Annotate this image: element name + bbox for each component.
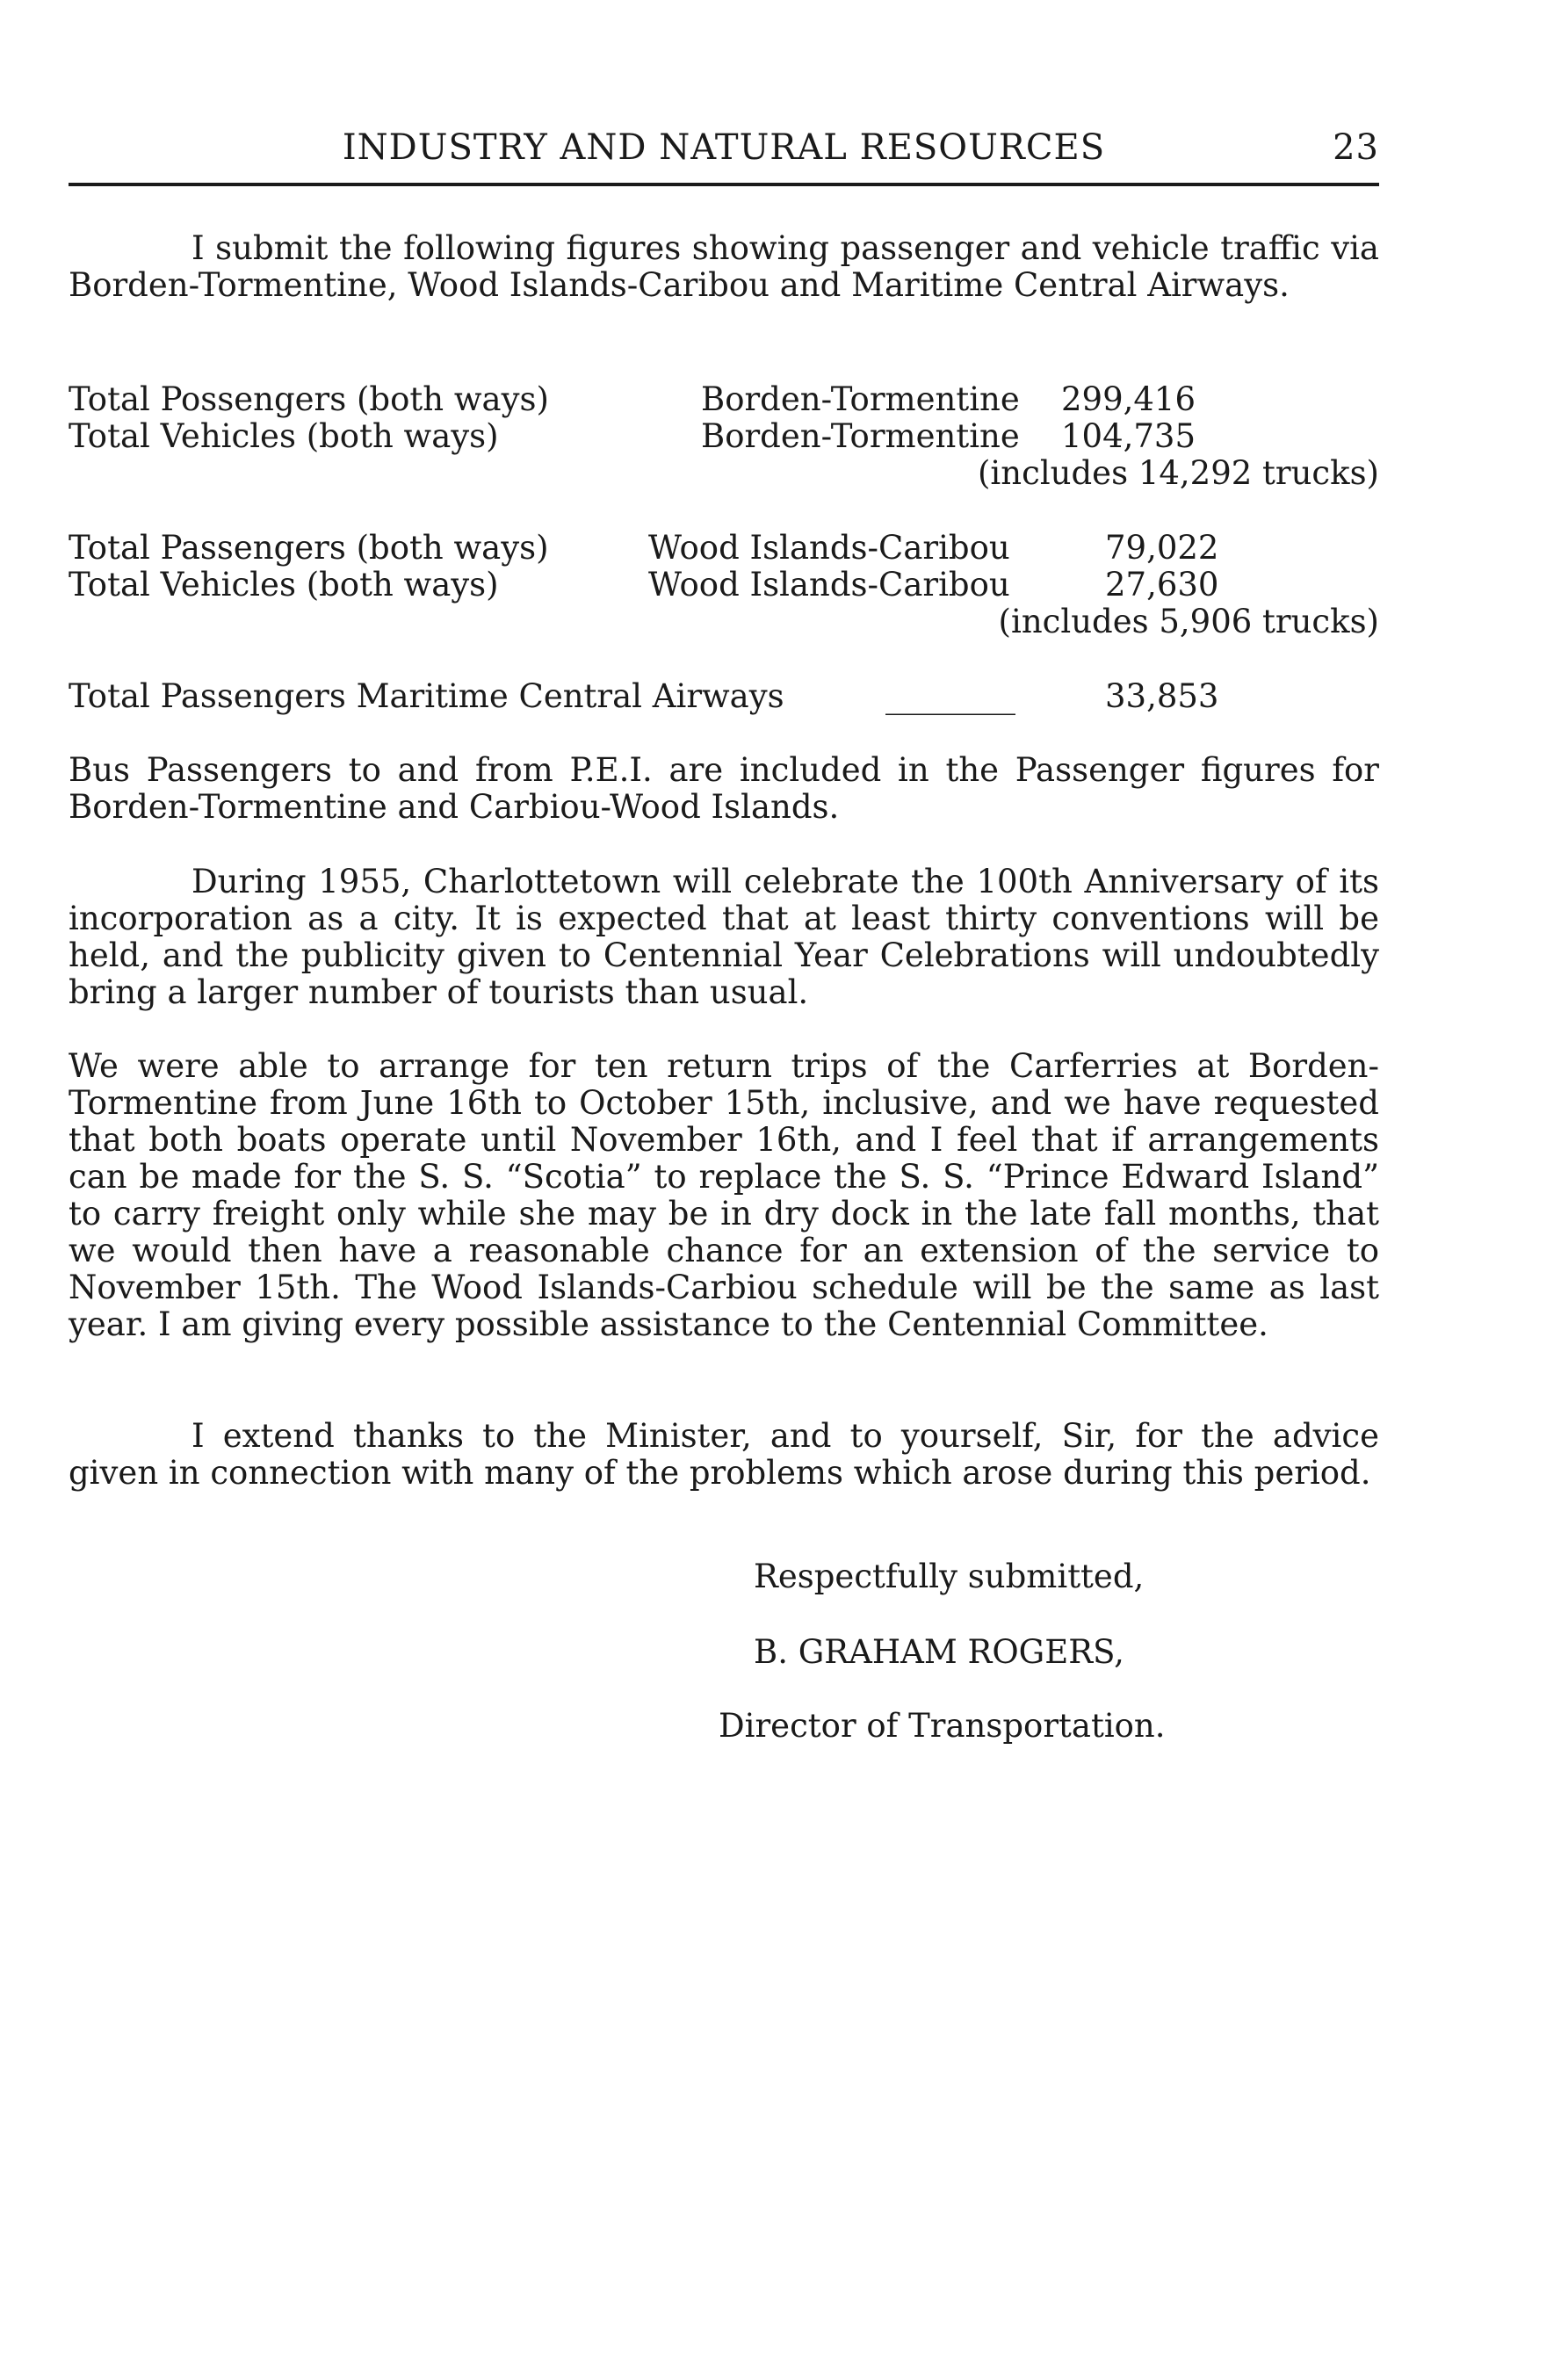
bus-paragraph: Bus Passengers to and from P.E.I. are included in the Passenger figures for Borden-Tormentine and Carbiou-Wood Islands. <box>69 751 1379 826</box>
anniversary-paragraph: During 1955, Charlottetown will celebrate the 100th Anniversary of its incorporation as a city. It is expected that at least thirty conventions will be held, and the publicity given to Centennial Year Celebrations will undoubtedly bring a larger number of tourists than usual. <box>69 863 1379 1011</box>
row-route: Borden-Tormentine <box>701 380 1020 418</box>
intro-paragraph: I submit the following figures showing passenger and vehicle traffic via Borden-Tormentine, Wood Islands-Caribou and Maritime Central Airways. <box>69 229 1379 304</box>
signature-name-line <box>69 1631 1379 1674</box>
row-value: 299,416 <box>1061 380 1196 418</box>
row-label: Total Passengers Maritime Central Airways <box>69 677 784 715</box>
row-value: 104,735 <box>1061 417 1196 455</box>
row-label: Total Vehicles (both ways) <box>69 566 499 604</box>
signature-title: Director of Transportation. <box>719 1707 1166 1745</box>
traffic-row-wood-vehicles <box>69 567 1379 604</box>
running-head <box>69 121 1379 174</box>
row-value: 79,022 <box>1105 529 1219 567</box>
signature-closing: Respectfully submitted, <box>754 1558 1145 1595</box>
row-route: Borden-Tormentine <box>701 417 1020 455</box>
carferries-paragraph: We were able to arrange for ten return trips of the Carferries at Borden-Tormentine from June 16th to October 15th, inclusive, and we have requested that both boats operate until November 16th, and I feel that if arrangements can be made for the S. S. “Scotia” to replace the S. S. “Prince Edward Island” to carry freight only while she may be in dry dock in the late fall months, that we would then have a reasonable chance for an extension of the service to November 15th. The Wood Islands-Carbiou schedule will be the same as last year. I am giving every possible assistance to the Centennial Committee. <box>69 1047 1379 1343</box>
page-number: 23 <box>1333 127 1379 168</box>
row-label: Total Possengers (both ways) <box>69 380 549 418</box>
signature-closing-line <box>69 1556 1379 1598</box>
dot-leader: ________ <box>885 677 1015 715</box>
trucks-note: (includes 5,906 trucks) <box>998 603 1379 640</box>
traffic-row-airways <box>69 678 1379 715</box>
trucks-note: (includes 14,292 trucks) <box>978 454 1379 492</box>
running-title: INDUSTRY AND NATURAL RESOURCES <box>342 127 1106 168</box>
row-label: Total Vehicles (both ways) <box>69 417 499 455</box>
traffic-row-wood-passengers <box>69 530 1379 567</box>
row-value: 33,853 <box>1105 677 1219 715</box>
traffic-row-borden-vehicles <box>69 418 1379 455</box>
signature-title-line <box>69 1705 1379 1747</box>
signature-name: B. GRAHAM ROGERS, <box>754 1633 1124 1671</box>
thanks-paragraph: I extend thanks to the Minister, and to yourself, Sir, for the advice given in connection with many of the problems which arose during this period. <box>69 1417 1379 1492</box>
row-label: Total Passengers (both ways) <box>69 529 549 567</box>
traffic-row-wood-trucks <box>69 604 1379 640</box>
header-rule <box>69 183 1379 186</box>
row-value: 27,630 <box>1105 566 1219 604</box>
row-route: Wood Islands-Caribou <box>648 529 1010 567</box>
traffic-row-borden-trucks <box>69 455 1379 492</box>
row-route: Wood Islands-Caribou <box>648 566 1010 604</box>
traffic-row-borden-passengers <box>69 381 1379 418</box>
